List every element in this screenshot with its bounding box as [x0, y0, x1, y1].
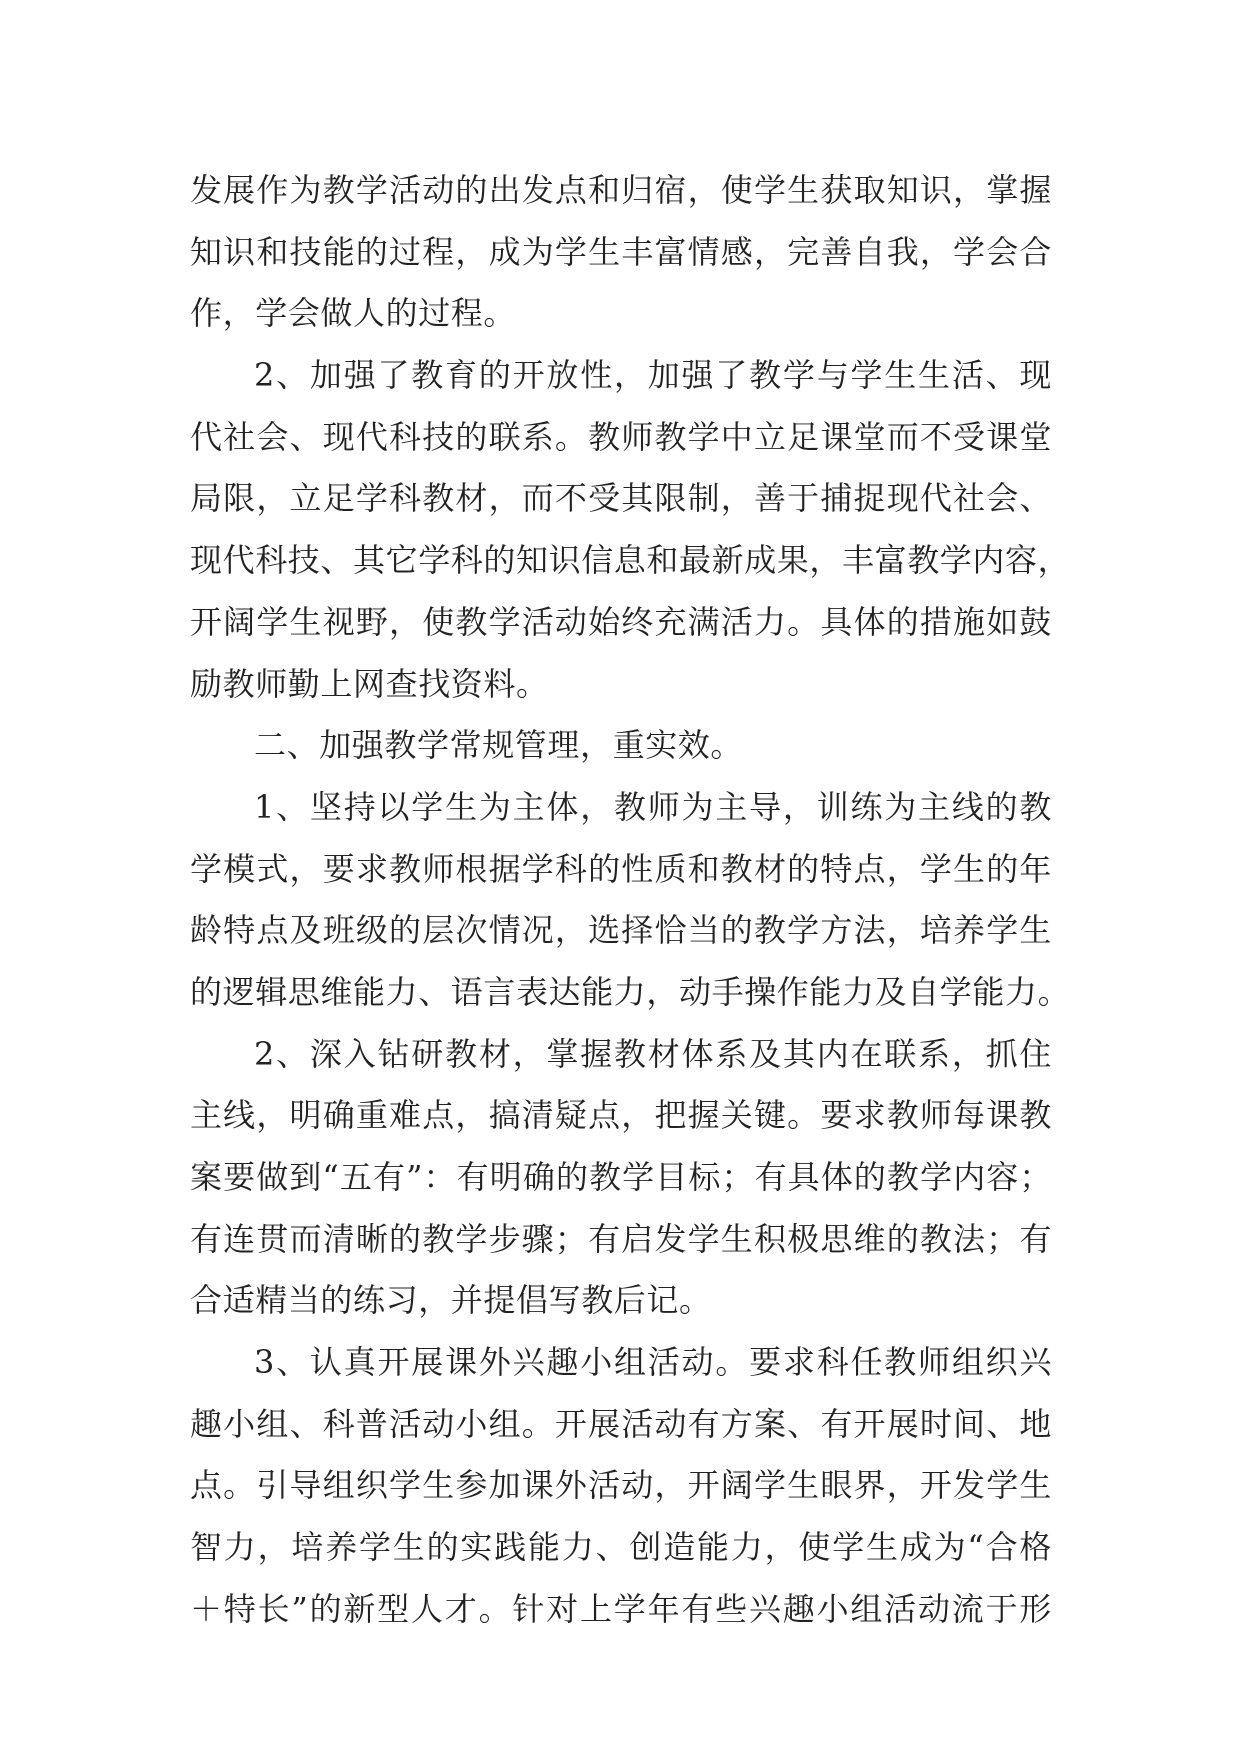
text-line: 发展作为教学活动的出发点和归宿，使学生获取知识，掌握	[190, 171, 1052, 209]
text-line: 现代科技、其它学科的知识信息和最新成果，丰富教学内容，	[190, 541, 1071, 580]
section-heading: 二、加强教学常规管理，重实效。	[254, 726, 744, 765]
document-body	[190, 160, 1071, 1641]
text-line: 的逻辑思维能力、语言表达能力，动手操作能力及自学能力。	[190, 972, 1071, 1011]
text-line: 2、深入钻研教材，掌握教材体系及其内在联系，抓住	[254, 1034, 1052, 1073]
text-line: 知识和技能的过程，成为学生丰富情感，完善自我，学会合	[190, 232, 1052, 271]
text-line: 代社会、现代科技的联系。教师教学中立足课堂而不受课堂	[190, 417, 1052, 456]
text-line: 1、坚持以学生为主体，教师为主导，训练为主线的教	[254, 787, 1052, 826]
text-line: 局限，立足学科教材，而不受其限制，善于捕捉现代社会、	[190, 479, 1052, 518]
text-line: 智力，培养学生的实践能力、创造能力，使学生成为“合格	[190, 1528, 1052, 1567]
text-line: 有连贯而清晰的教学步骤；有启发学生积极思维的教法；有	[190, 1219, 1052, 1258]
text-line: ＋特长”的新型人才。针对上学年有些兴趣小组活动流于形	[190, 1589, 1052, 1628]
text-line: 合适精当的练习，并提倡写教后记。	[190, 1281, 712, 1320]
text-line: 主线，明确重难点，搞清疑点，把握关键。要求教师每课教	[190, 1096, 1052, 1135]
text-line: 学模式，要求教师根据学科的性质和教材的特点，学生的年	[190, 849, 1052, 888]
text-line: 3、认真开展课外兴趣小组活动。要求科任教师组织兴	[254, 1343, 1052, 1382]
text-line: 点。引导组织学生参加课外活动，开阔学生眼界，开发学生	[190, 1466, 1052, 1505]
text-line: 作，学会做人的过程。	[190, 294, 517, 333]
text-line: 案要做到“五有”：有明确的教学目标；有具体的教学内容；	[190, 1158, 1052, 1196]
text-line: 励教师勤上网查找资料。	[190, 664, 549, 703]
text-line: 龄特点及班级的层次情况，选择恰当的教学方法，培养学生	[190, 911, 1052, 950]
text-line: 趣小组、科普活动小组。开展活动有方案、有开展时间、地	[190, 1404, 1052, 1443]
text-line: 2、加强了教育的开放性，加强了教学与学生生活、现	[254, 356, 1052, 395]
text-line: 开阔学生视野，使教学活动始终充满活力。具体的措施如鼓	[190, 602, 1052, 641]
